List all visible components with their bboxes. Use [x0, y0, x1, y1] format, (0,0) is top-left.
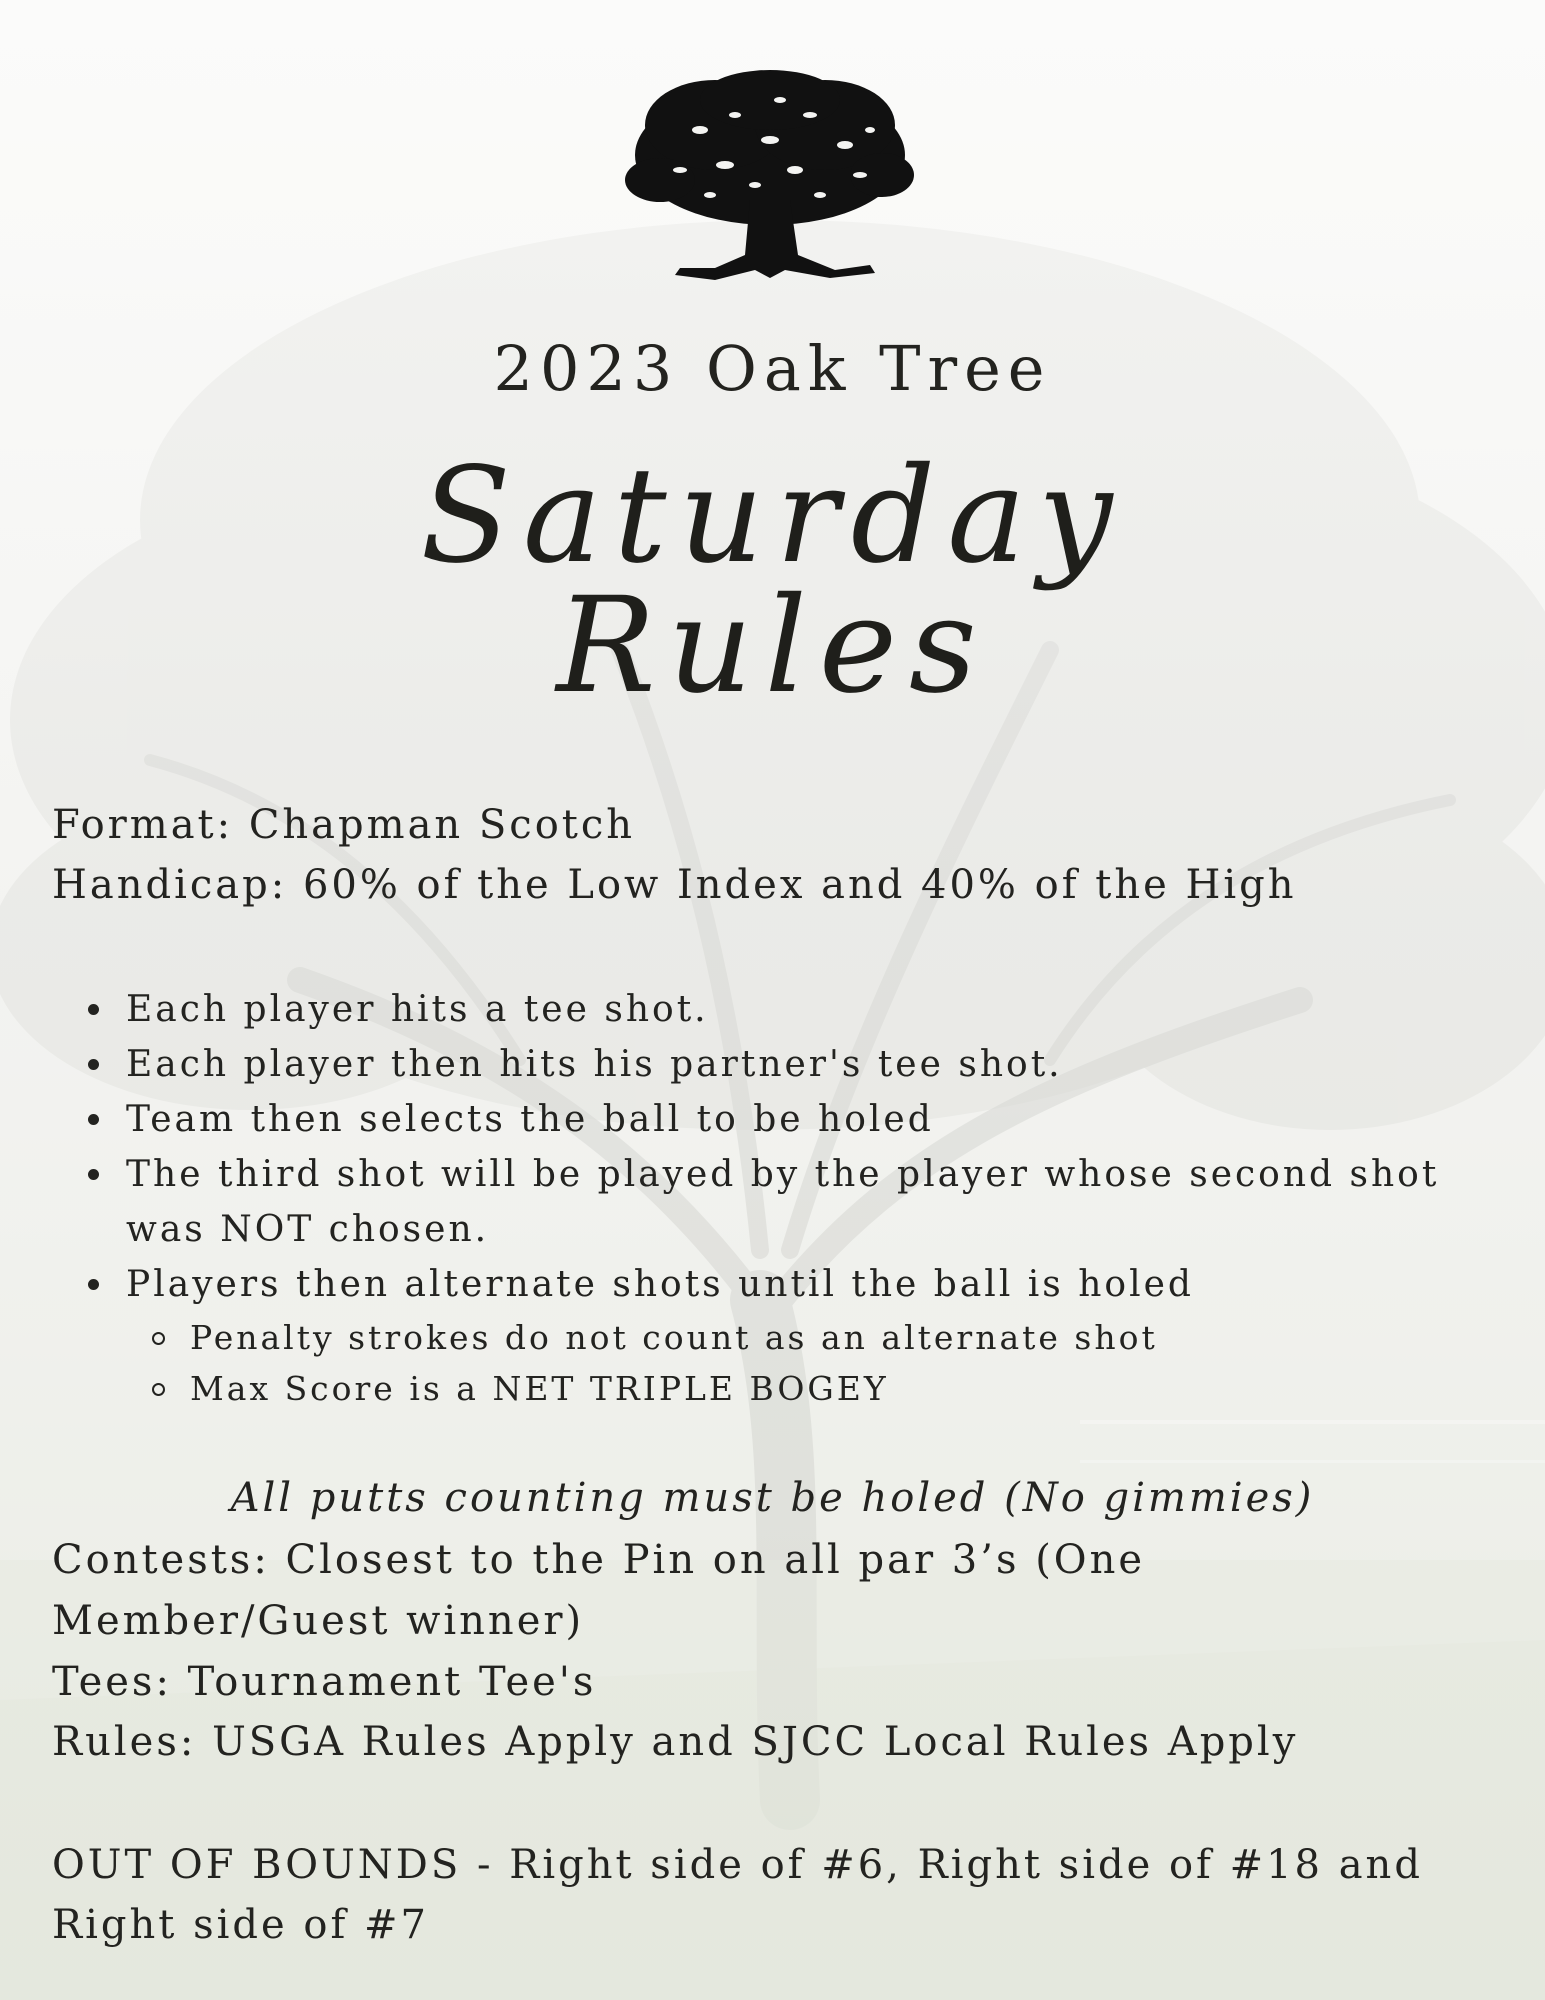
- tees-line: Tees: Tournament Tee's: [52, 1659, 597, 1705]
- contests-line1: Contests: Closest to the Pin on all par 3’s (One: [52, 1537, 1146, 1583]
- rules-list: [84, 982, 1484, 1414]
- handicap-line: Handicap: 60% of the Low Index and 40% of the High: [52, 862, 1297, 908]
- event-subtitle: 2023 Oak Tree: [493, 332, 1052, 405]
- list-item: Players then alternate shots until the ball is holed: [84, 1257, 1484, 1312]
- list-item: Team then selects the ball to be holed: [84, 1092, 1484, 1147]
- out-of-bounds-line2: Right side of #7: [52, 1902, 429, 1948]
- page-title-line2: Rules: [556, 569, 989, 723]
- format-line: Format: Chapman Scotch: [52, 802, 636, 848]
- list-item: Each player then hits his partner's tee shot.: [84, 1037, 1484, 1092]
- putting-note: All putts counting must be holed (No gimmies): [230, 1475, 1315, 1521]
- sub-list-item: Max Score is a NET TRIPLE BOGEY: [84, 1363, 1484, 1414]
- list-item: The third shot will be played by the player whose second shot was NOT chosen.: [84, 1147, 1466, 1257]
- rules-line: Rules: USGA Rules Apply and SJCC Local Rules Apply: [52, 1719, 1299, 1765]
- sub-list-item: Penalty strokes do not count as an alternate shot: [84, 1312, 1484, 1363]
- list-item: Each player hits a tee shot.: [84, 982, 1484, 1037]
- contests-line2: Member/Guest winner): [52, 1598, 585, 1644]
- oak-tree-logo-icon: [620, 70, 920, 285]
- page-title-line1: Saturday: [420, 439, 1125, 593]
- out-of-bounds-line1: OUT OF BOUNDS - Right side of #6, Right side of #18 and: [52, 1842, 1423, 1888]
